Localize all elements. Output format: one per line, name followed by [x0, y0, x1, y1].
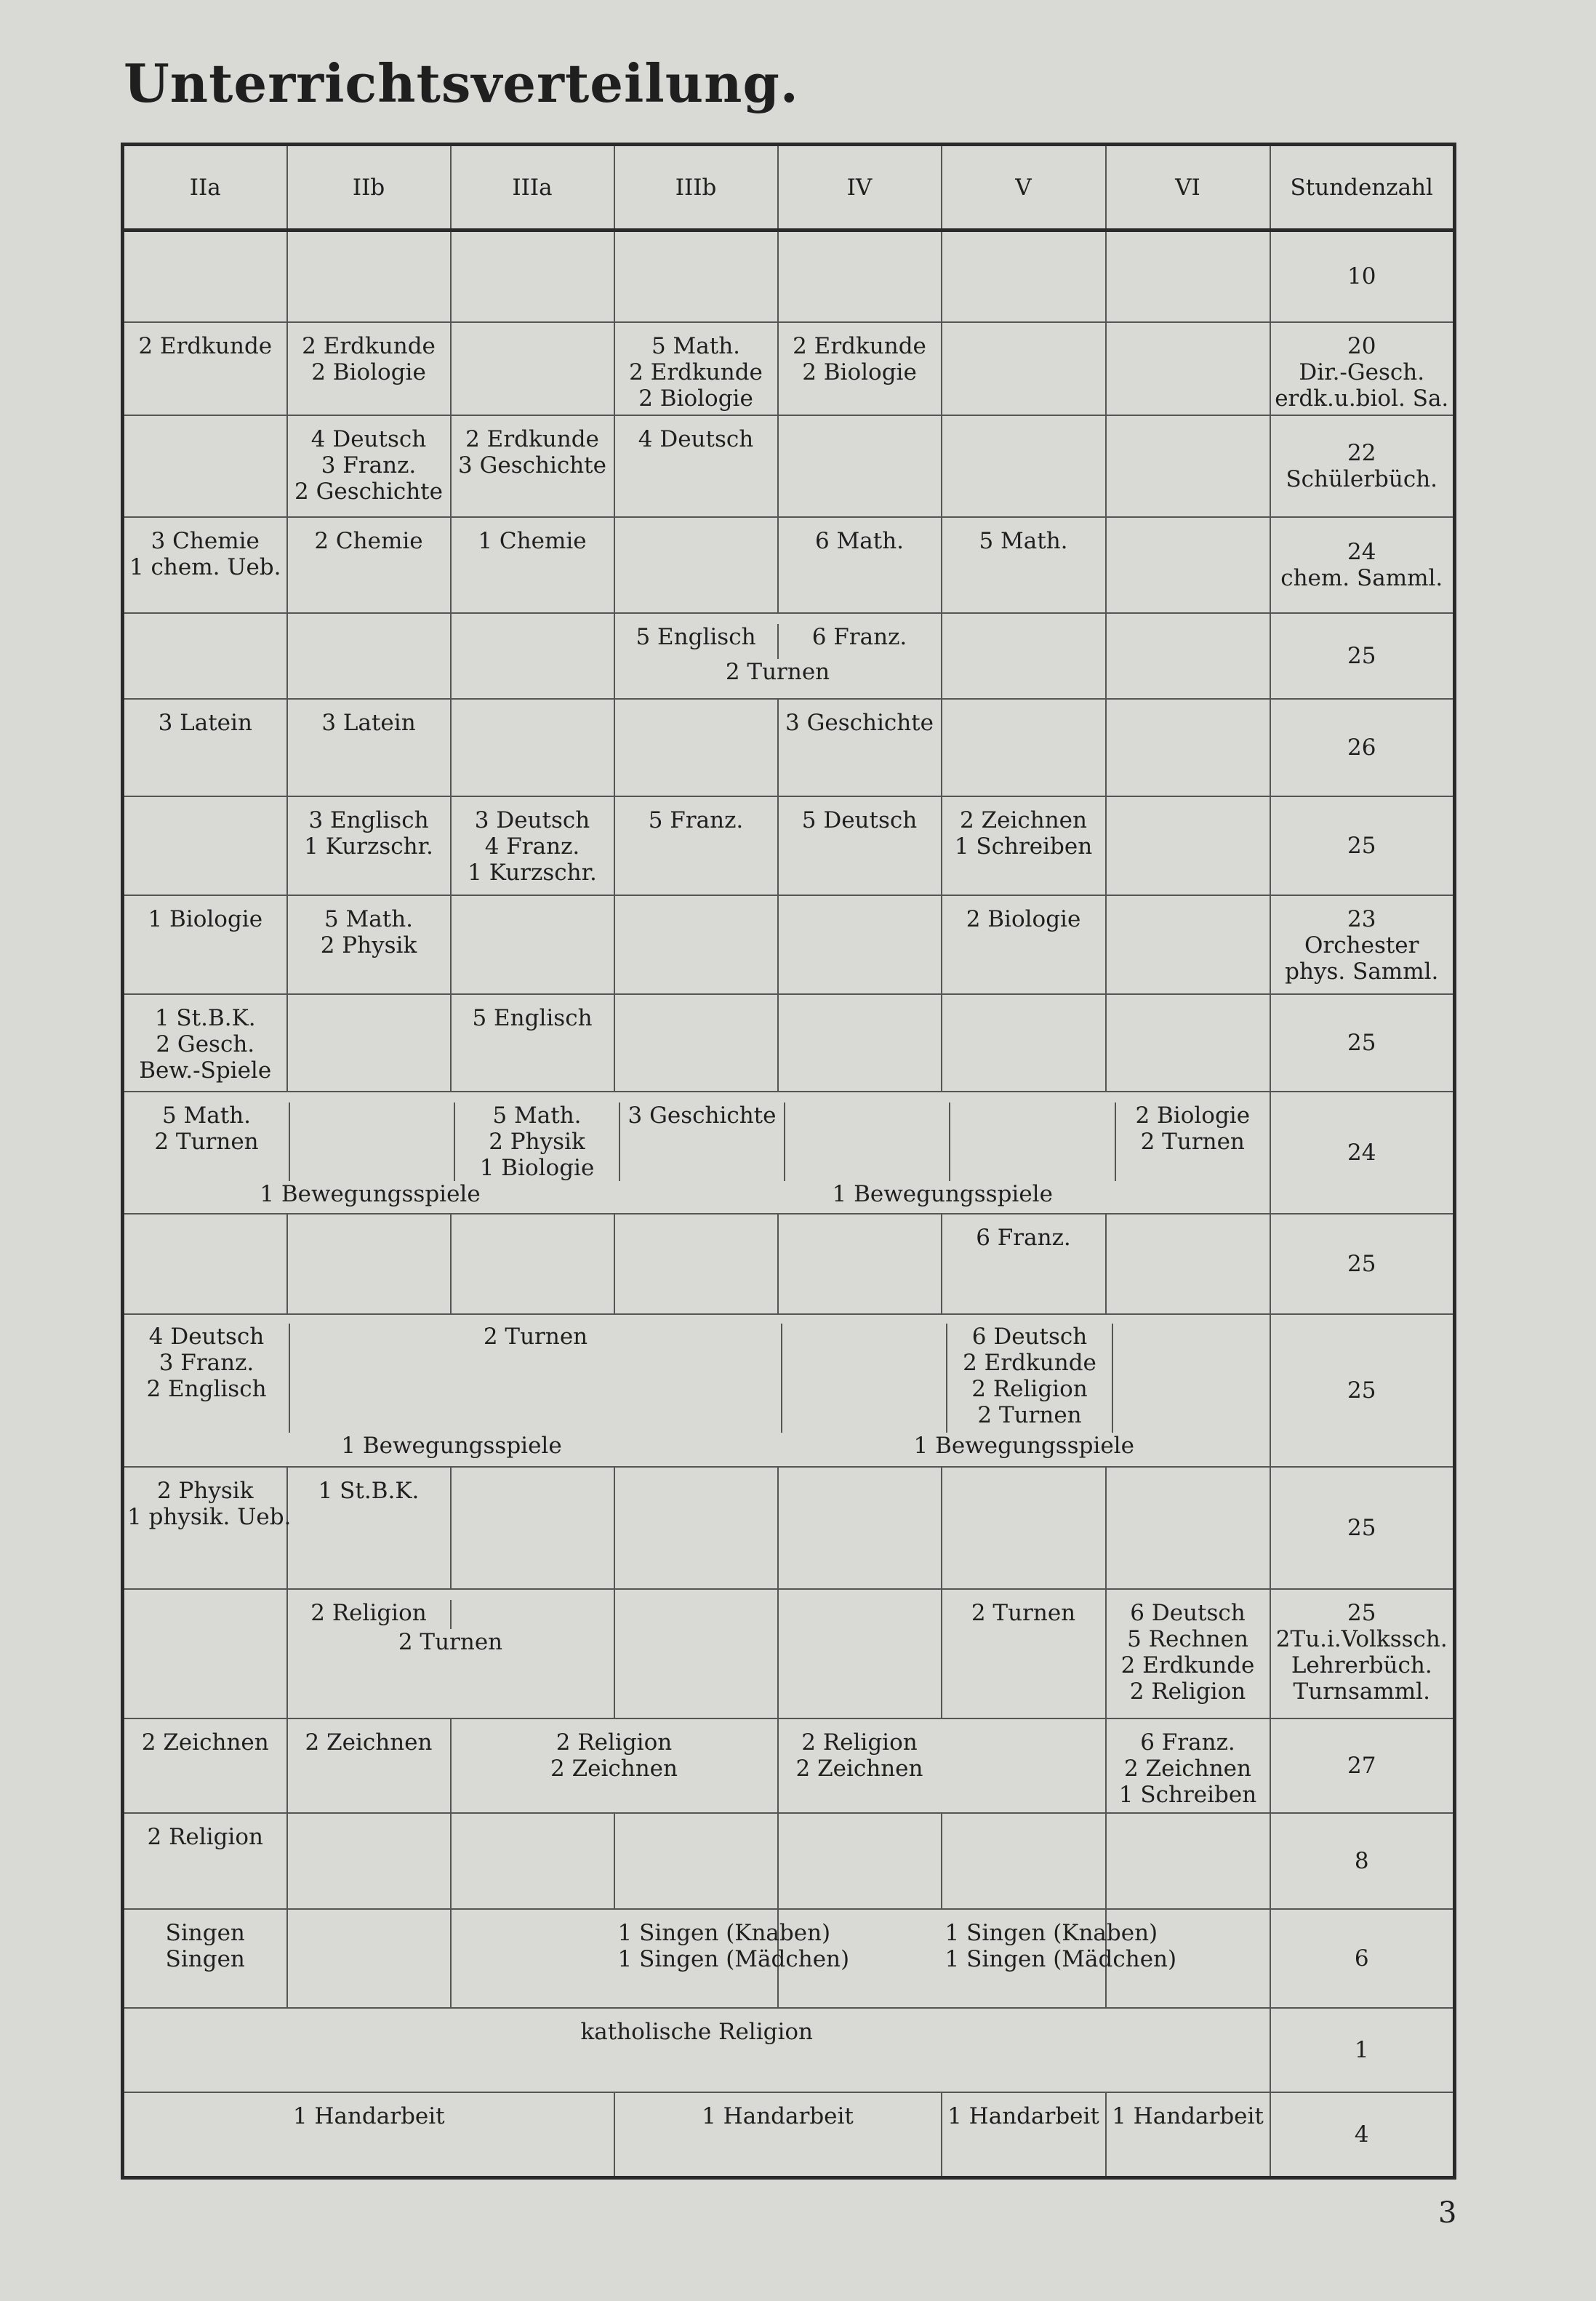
table-cell [123, 2092, 614, 2178]
table-cell [287, 796, 451, 895]
table-cell [1106, 2092, 1270, 2178]
table-row [123, 1467, 1455, 1589]
table-cell [942, 2092, 1106, 2178]
hours-cell [1270, 1813, 1455, 1909]
hours-line: 24 [1347, 1139, 1376, 1166]
table-cell [614, 699, 778, 796]
table-cell [1106, 231, 1270, 322]
table-cell [1106, 895, 1270, 994]
table-cell [614, 322, 778, 415]
table-cell [1106, 1718, 1270, 1813]
lesson-entry: 2 Geschichte [294, 478, 443, 505]
lesson-entry: 1 St.B.K. [154, 1004, 256, 1031]
table-cell [778, 895, 942, 994]
lesson-entry: 4 Deutsch [638, 425, 754, 452]
table-cell [451, 1813, 614, 1909]
table-cell [287, 895, 451, 994]
lesson-entry: 1 Handarbeit [702, 2102, 854, 2129]
lesson-entry: 1 Handarbeit [292, 2102, 445, 2129]
table-row [123, 1813, 1455, 1909]
table-cell [123, 2008, 1270, 2092]
hours-cell [1270, 1589, 1455, 1718]
lesson-entry: 2 Turnen [483, 1323, 588, 1350]
lesson-entry: 1 Kurzschr. [468, 859, 597, 886]
header-cell: Stundenzahl [1270, 145, 1455, 231]
lesson-entry: 1 Singen (Knaben) [945, 1919, 1158, 1946]
lesson-entry: 6 Franz. [1140, 1729, 1235, 1756]
table-cell [614, 231, 778, 322]
lesson-entry: 2 Erdkunde [302, 332, 436, 359]
lesson-entry: 4 Franz. [484, 833, 580, 860]
lesson-entry: 5 Franz. [648, 807, 744, 833]
hours-line: 25 [1347, 1599, 1376, 1626]
table-cell [778, 1589, 942, 1718]
page-number: 3 [1438, 2196, 1457, 2230]
table-cell [123, 1909, 287, 2008]
lesson-entry: 1 Chemie [478, 527, 587, 554]
table-cell [123, 994, 287, 1092]
table-row [123, 994, 1455, 1092]
table-cell [123, 895, 287, 994]
lesson-entry: 2 Religion [556, 1729, 673, 1756]
lesson-entry: 1 Biologie [148, 905, 263, 932]
hours-note: Turnsamml. [1293, 1678, 1430, 1705]
lesson-entry: 1 Bewegungsspiele [260, 1180, 481, 1207]
table-cell [778, 322, 942, 415]
lesson-entry: 1 Singen (Mädchen) [945, 1945, 1177, 1972]
table-cell [123, 699, 287, 796]
hours-cell [1270, 415, 1455, 517]
hours-line: 25 [1347, 1250, 1376, 1277]
table-cell [287, 1589, 614, 1718]
lesson-entry: 1 Kurzschr. [304, 833, 433, 860]
hours-line: 22 [1347, 439, 1376, 466]
table-cell [942, 796, 1106, 895]
lesson-entry: 2 Turnen [971, 1599, 1076, 1626]
table-row [123, 2092, 1455, 2178]
table-row [123, 322, 1455, 415]
table-row [123, 1092, 1455, 1214]
subject-columns [124, 1315, 1270, 1433]
lesson-entry: 1 Schreiben [1118, 1781, 1257, 1808]
lesson-entry: 1 Bewegungsspiele [913, 1432, 1134, 1459]
split-pair [288, 1600, 614, 1629]
lesson-entry: 2 Zeichnen [960, 807, 1087, 833]
table-cell [942, 699, 1106, 796]
lesson-entry: 5 Math. [979, 527, 1068, 554]
lesson-entry: 6 Franz. [811, 623, 907, 650]
lesson-entry: Singen [165, 1945, 245, 1972]
table-cell [123, 517, 287, 613]
table-cell [1106, 796, 1270, 895]
table-cell [1106, 517, 1270, 613]
lesson-entry: 6 Deutsch [1130, 1599, 1246, 1626]
header-cell: IIa [123, 145, 287, 231]
lesson-entry: 2 Biologie [638, 385, 753, 412]
lesson-entry: 2 Zeichnen [550, 1755, 678, 1782]
table-cell [451, 796, 614, 895]
hours-line: 25 [1347, 1514, 1376, 1541]
lesson-entry: 2 Biologie [311, 359, 426, 385]
lesson-entry: 3 Latein [321, 709, 416, 736]
table-cell [287, 1214, 451, 1314]
table-cell [778, 517, 942, 613]
lesson-entry: 2 Biologie [802, 359, 917, 385]
table-cell [451, 1214, 614, 1314]
table-cell [123, 1092, 1270, 1214]
hours-cell [1270, 1214, 1455, 1314]
lesson-entry: 2 Englisch [146, 1375, 267, 1402]
lesson-entry: 3 Franz. [159, 1349, 254, 1376]
hours-cell [1270, 1314, 1455, 1467]
table-cell [451, 699, 614, 796]
table-cell [1106, 1589, 1270, 1718]
table-row [123, 895, 1455, 994]
table-cell [942, 322, 1106, 415]
table-cell [1106, 415, 1270, 517]
lesson-entry: 5 Deutsch [801, 807, 918, 833]
table-row [123, 231, 1455, 322]
lesson-entry: 2 Erdkunde [963, 1349, 1096, 1376]
lesson-entry: 3 Geschichte [627, 1102, 777, 1129]
hours-cell [1270, 231, 1455, 322]
hours-line: 1 [1354, 2036, 1369, 2063]
header-cell: VI [1106, 145, 1270, 231]
lesson-entry: 1 Singen (Knaben) [617, 1919, 831, 1946]
subject-columns [124, 1092, 1270, 1181]
lesson-group [124, 1103, 290, 1181]
lesson-entry: 3 Latein [158, 709, 252, 736]
hours-cell [1270, 613, 1455, 699]
table-cell [287, 994, 451, 1092]
lesson-entry: 2 Physik [320, 932, 417, 959]
table-cell [287, 517, 451, 613]
lesson-group [455, 1103, 620, 1181]
table-cell [287, 1718, 451, 1813]
table-cell [614, 613, 942, 699]
hours-line: 10 [1347, 263, 1376, 290]
lesson-entry: 2 Erdkunde [138, 332, 273, 359]
table-cell [123, 613, 287, 699]
lesson-entry: 2 Zeichnen [795, 1755, 923, 1782]
table-cell [778, 231, 942, 322]
lesson-entry: 2 Religion [1129, 1678, 1246, 1705]
table-cell [614, 1813, 778, 1909]
table-cell [1106, 1467, 1270, 1589]
header-cell: V [942, 145, 1106, 231]
table-cell [123, 1718, 287, 1813]
hours-line: 20 [1347, 332, 1376, 359]
table-cell [287, 415, 451, 517]
lesson-entry: Bew.-Spiele [139, 1057, 272, 1084]
shared-lessons [124, 1181, 1270, 1210]
table-row [123, 415, 1455, 517]
lesson-entry: 3 Chemie [151, 527, 260, 554]
table-cell [287, 231, 451, 322]
table-cell [123, 322, 287, 415]
lesson-group [454, 1919, 850, 1972]
lesson-entry: 6 Franz. [976, 1224, 1071, 1251]
lesson-entry: 5 Englisch [472, 1004, 593, 1031]
hours-note: phys. Samml. [1285, 958, 1439, 985]
lesson-entry: 3 Geschichte [785, 709, 934, 736]
hours-cell [1270, 1467, 1455, 1589]
lesson-group [947, 1324, 1113, 1433]
lesson-group [950, 1103, 1116, 1181]
lesson-entry: 2 Erdkunde [793, 332, 926, 359]
header-cell: IV [778, 145, 942, 231]
lesson-entry: 1 Handarbeit [1112, 2102, 1264, 2129]
hours-cell [1270, 699, 1455, 796]
empty-slot [452, 1600, 614, 1629]
table-cell [451, 517, 614, 613]
table-cell [287, 1467, 451, 1589]
lesson-entry: 2 Turnen [977, 1401, 1082, 1428]
hours-cell [1270, 2092, 1455, 2178]
page-title: Unterrichtsverteilung. [124, 52, 799, 114]
header-cell: IIIb [614, 145, 778, 231]
lesson-entry: 1 Schreiben [954, 833, 1093, 860]
lesson-entry: 2 Physik [156, 1477, 254, 1504]
lesson-entry: 1 chem. Ueb. [129, 553, 281, 580]
lesson-entry: 1 Biologie [479, 1154, 595, 1181]
lesson-group [290, 1103, 455, 1181]
table-cell [778, 796, 942, 895]
lesson-entry: 5 Math. [651, 332, 741, 359]
lesson-entry: 3 Deutsch [474, 807, 590, 833]
table-cell [451, 1718, 778, 1813]
lesson-entry: 6 Math. [814, 527, 905, 554]
table-row [123, 1718, 1455, 1813]
lesson-entry: 6 Deutsch [971, 1323, 1088, 1350]
table-cell [1106, 613, 1270, 699]
lesson-entry: 2 Erdkunde [629, 359, 763, 385]
lesson-entry: 5 Math. [161, 1102, 252, 1129]
hours-line: 25 [1347, 642, 1376, 669]
split-pair [615, 624, 941, 659]
hours-line: 8 [1354, 1847, 1369, 1874]
hours-cell [1270, 796, 1455, 895]
hours-line: 26 [1347, 734, 1376, 761]
table-cell [287, 699, 451, 796]
table-cell [451, 231, 614, 322]
hours-line: 27 [1347, 1752, 1376, 1779]
table-cell [614, 994, 778, 1092]
table-cell [1106, 994, 1270, 1092]
lesson-group [1113, 1324, 1270, 1433]
table-cell [1106, 322, 1270, 415]
hours-cell [1270, 2008, 1455, 2092]
table-cell [451, 322, 614, 415]
hours-cell [1270, 895, 1455, 994]
table-cell [123, 1813, 287, 1909]
lesson-entry: 2 Chemie [314, 527, 423, 554]
table-cell [778, 994, 942, 1092]
hours-note: 2Tu.i.Volkssch. [1275, 1625, 1448, 1652]
table-row [123, 2008, 1455, 2092]
table-cell [942, 1214, 1106, 1314]
table-cell [287, 322, 451, 415]
lesson-group [620, 1103, 785, 1181]
lesson-group [124, 1324, 290, 1433]
hours-note: erdk.u.biol. Sa. [1275, 385, 1449, 412]
lesson-entry: 2 Turnen [1140, 1128, 1245, 1155]
lesson-entry: 5 Englisch [615, 624, 779, 659]
lesson-entry: 1 physik. Ueb. [127, 1503, 292, 1530]
hours-cell [1270, 322, 1455, 415]
lesson-group [782, 1729, 1102, 1782]
table-cell [942, 613, 1106, 699]
hours-cell [1270, 1718, 1455, 1813]
table-cell [123, 1214, 287, 1314]
lesson-entry: 1 Singen (Mädchen) [617, 1945, 850, 1972]
lesson-group [785, 1103, 950, 1181]
hours-cell [1270, 994, 1455, 1092]
hours-cell [1270, 517, 1455, 613]
table-cell [942, 1467, 1106, 1589]
hours-line: 23 [1347, 905, 1376, 932]
lesson-entry: 2 Zeichnen [1124, 1755, 1251, 1782]
lesson-entry: 1 Handarbeit [947, 2102, 1099, 2129]
table-cell [123, 1314, 1270, 1467]
hours-line: 24 [1347, 538, 1376, 565]
table-cell [287, 1909, 451, 2008]
lesson-group [290, 1324, 782, 1433]
table-cell [778, 1467, 942, 1589]
table-cell [614, 517, 778, 613]
shared-lessons [124, 1433, 1270, 1462]
table-cell [123, 796, 287, 895]
lesson-entry: 2 Physik [489, 1128, 585, 1155]
hours-line: 25 [1347, 1377, 1376, 1404]
table-cell [942, 517, 1106, 613]
table-row [123, 1214, 1455, 1314]
lesson-entry: 1 St.B.K. [318, 1477, 420, 1504]
table-cell [123, 231, 287, 322]
hours-line: 25 [1347, 832, 1376, 859]
distribution-table [121, 143, 1456, 2180]
table-cell [451, 415, 614, 517]
table-cell [614, 1589, 778, 1718]
table-cell [778, 699, 942, 796]
lesson-entry: 1 Bewegungsspiele [832, 1180, 1053, 1207]
hours-note: Lehrerbüch. [1291, 1652, 1432, 1678]
table-cell [614, 1467, 778, 1589]
table-cell [942, 1589, 1106, 1718]
table-cell [1106, 1813, 1270, 1909]
header-row [123, 145, 1455, 231]
lesson-entry: 3 Geschichte [458, 452, 606, 479]
table-cell [942, 1813, 1106, 1909]
table-cell [778, 1813, 942, 1909]
hours-note: Schülerbüch. [1286, 465, 1438, 492]
lesson-entry: 2 Erdkunde [1120, 1652, 1255, 1678]
table-cell [123, 415, 287, 517]
table-cell [942, 231, 1106, 322]
table-row [123, 517, 1455, 613]
lesson-entry: 2 Religion [288, 1600, 452, 1629]
lesson-entry: Singen [165, 1919, 245, 1946]
table-cell [451, 1467, 614, 1589]
table-cell [614, 415, 778, 517]
hours-cell [1270, 1092, 1455, 1214]
lesson-entry: 2 Turnen [154, 1128, 259, 1155]
lesson-entry: 2 Zeichnen [141, 1729, 269, 1756]
table-cell [451, 895, 614, 994]
lesson-group [1116, 1103, 1270, 1181]
hours-line: 6 [1354, 1945, 1369, 1972]
table-row [123, 796, 1455, 895]
lesson-entry: 2 Turnen [725, 658, 830, 685]
table-cell [614, 1214, 778, 1314]
table-cell [778, 415, 942, 517]
lesson-entry: 2 Religion [801, 1729, 918, 1756]
lesson-entry: 3 Franz. [321, 452, 417, 479]
table-cell [942, 895, 1106, 994]
lesson-entry: 2 Religion [971, 1375, 1088, 1402]
lesson-entry: 2 Biologie [1135, 1102, 1251, 1129]
lesson-entry: katholische Religion [580, 2018, 814, 2045]
hours-line: 4 [1354, 2121, 1369, 2148]
header-cell: IIIa [451, 145, 614, 231]
lesson-group [782, 1324, 947, 1433]
lesson-entry: 2 Biologie [966, 905, 1081, 932]
table-row [123, 699, 1455, 796]
lesson-entry: 3 Englisch [308, 807, 429, 833]
hours-note: Dir.-Gesch. [1299, 359, 1425, 385]
table-cell [942, 994, 1106, 1092]
table-cell [614, 2092, 942, 2178]
table-cell [778, 1718, 1106, 1813]
table-row [123, 1589, 1455, 1718]
table-row [123, 613, 1455, 699]
table-cell [451, 613, 614, 699]
header-cell: IIb [287, 145, 451, 231]
table-cell [1106, 1214, 1270, 1314]
table-cell [942, 415, 1106, 517]
lesson-entry: 5 Rechnen [1127, 1625, 1248, 1652]
table-row [123, 1314, 1455, 1467]
lesson-entry: 2 Gesch. [156, 1031, 255, 1057]
table-cell [123, 1467, 292, 1589]
lesson-entry: 5 Math. [492, 1102, 582, 1129]
table-cell [287, 613, 451, 699]
lesson-entry: 4 Deutsch [310, 425, 427, 452]
lesson-entry: 1 Bewegungsspiele [341, 1432, 562, 1459]
hours-note: chem. Samml. [1280, 564, 1443, 591]
lesson-entry: 2 Zeichnen [305, 1729, 433, 1756]
table-cell [123, 1589, 287, 1718]
table-cell [451, 994, 614, 1092]
hours-note: Orchester [1304, 932, 1419, 959]
table-cell [451, 1909, 850, 2008]
lesson-entry: 2 Turnen [398, 1628, 503, 1655]
table-cell [778, 1214, 942, 1314]
lesson-entry: 5 Math. [324, 905, 414, 932]
hours-cell [1270, 1909, 1455, 2008]
hours-line: 25 [1347, 1029, 1376, 1056]
table-row [123, 1909, 1455, 2008]
table-cell [1106, 699, 1270, 796]
table-cell [614, 895, 778, 994]
lesson-entry: 2 Religion [147, 1823, 263, 1850]
lesson-entry: 4 Deutsch [148, 1323, 265, 1350]
table-cell [614, 796, 778, 895]
lesson-entry: 2 Erdkunde [465, 425, 599, 452]
table-cell [287, 1813, 451, 1909]
